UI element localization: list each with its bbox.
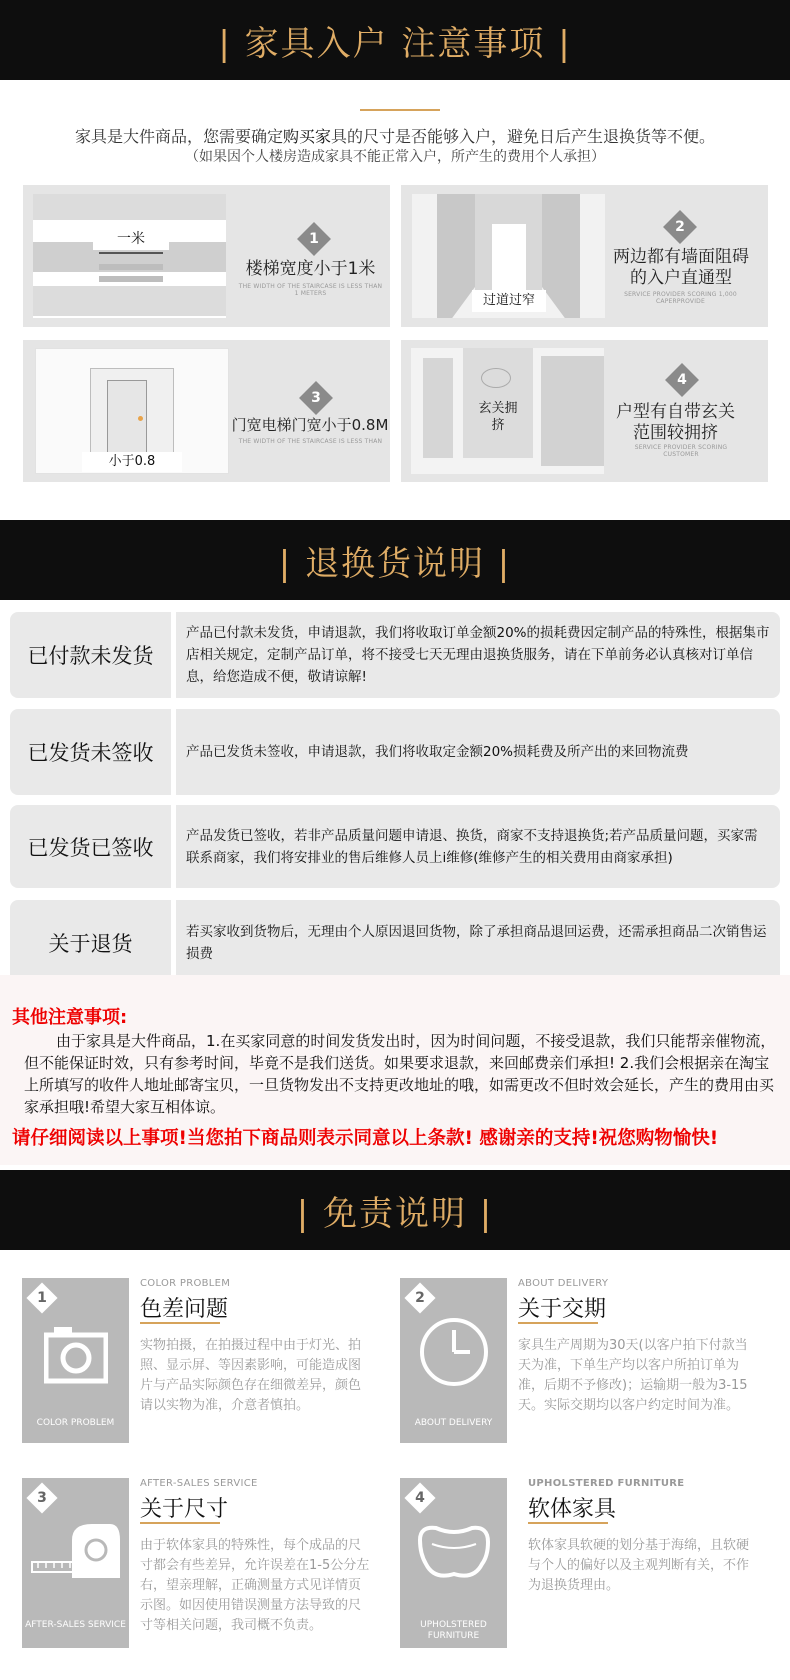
return-row-label: 关于退货 — [10, 900, 171, 985]
title-underline — [140, 1522, 220, 1524]
tape-measure-icon — [28, 1518, 124, 1588]
badge-number: 2 — [415, 1290, 425, 1306]
return-row-text: 若买家收到货物后，无理由个人原因退回货物，除了承担商品退回运费，还需承担商品二次销售运损费 — [176, 900, 780, 985]
disclaimer-item — [400, 1478, 770, 1648]
number-badge — [297, 222, 331, 256]
intro-part: 家具是大件商品，您需要确定 — [74, 127, 283, 146]
clock-icon — [418, 1316, 490, 1388]
disclaimer-icon-box — [22, 1478, 129, 1648]
warning-text: 请仔细阅读以上事项!当您拍下商品则表示同意以上条款! 感谢亲的支持!祝您购物愉快! — [12, 1128, 719, 1149]
number-badge — [299, 381, 333, 415]
section-header-returns — [0, 520, 790, 600]
disclaimer-title: 关于尺寸 — [140, 1497, 229, 1522]
return-row — [10, 709, 780, 795]
intro-highlight: 购买家 — [282, 127, 331, 146]
number-badge — [404, 1282, 435, 1313]
title-underline — [140, 1322, 220, 1324]
return-row-label: 已发货未签收 — [10, 709, 171, 795]
card-subtitle: SERVICE PROVIDER SCORING CUSTOMER — [634, 444, 728, 458]
title-underline — [518, 1322, 598, 1324]
disclaimer-text: 家具生产周期为30天(以客户拍下付款当天为准，下单生产均以客户所拍订单为准，后期不予修改)；运输期一般为3-15天。实际交期均以客户约定时间为准。 — [518, 1338, 748, 1413]
delivery-card — [23, 340, 390, 482]
disclaimer-en-title: ABOUT DELIVERY — [518, 1278, 609, 1289]
disclaimer-title: 软体家具 — [528, 1497, 617, 1522]
card-title: 户型有自带玄关范围较拥挤 — [616, 402, 735, 443]
door-illustration — [35, 348, 229, 474]
return-row-text: 产品已发货未签收，申请退款，我们将收取定金额20%损耗费及所产出的来回物流费 — [176, 709, 780, 795]
disclaimer-icon-box — [22, 1278, 129, 1443]
return-row-label: 已付款未发货 — [10, 612, 171, 698]
disclaimer-en-title: UPHOLSTERED FURNITURE — [528, 1478, 685, 1489]
box-caption: AFTER-SALES SERVICE — [25, 1620, 126, 1630]
badge-number: 3 — [311, 390, 321, 406]
title-underline — [528, 1522, 608, 1524]
return-row-text: 产品已付款未发货，申请退款，我们将收取订单金额20%的损耗费因定制产品的特殊性，根据集市店相关规定，定制产品订单，将不接受七天无理由退换货服务，请在下单前务必认真核对订单信息，给您造成不便，敬请谅解! — [176, 612, 780, 698]
box-caption: ABOUT DELIVERY — [414, 1418, 493, 1428]
corridor-label: 过道过窄 — [472, 290, 546, 312]
door-width-label: 小于0.8 — [82, 452, 182, 472]
box-caption: UPHOLSTERED FURNITURE — [420, 1620, 487, 1641]
card-title: 楼梯宽度小于1米 — [245, 259, 376, 279]
other-notes-body: 由于家具是大件商品，1.在买家同意的时间发货发出时，因为时间问题，不接受退款，我们只能帮亲催物流，但不能保证时效，只有参考时间，毕竟不是我们送货。如果要求退款，来回邮费亲们承担! 2.我们会根据亲在淘宝上所填写的收件人地址邮寄宝贝，一旦货物发出不支持更改地址的哦，如需更改不但时效会延长，产生的费用由买家承担哦!希望大家互相体谅。 — [24, 1032, 776, 1116]
corridor-illustration — [412, 194, 605, 318]
stair-illustration — [33, 194, 226, 318]
divider — [360, 109, 440, 111]
disclaimer-item — [22, 1478, 382, 1648]
delivery-card — [23, 185, 390, 327]
disclaimer-en-title: COLOR PROBLEM — [140, 1278, 231, 1289]
section-title: | 家具入户 注意事项 | — [218, 23, 572, 64]
card-subtitle: THE WIDTH OF THE STAIRCASE IS LESS THAN — [238, 438, 383, 445]
badge-number: 1 — [309, 231, 319, 247]
disclaimer-text: 由于软体家具的特殊性，每个成品的尺寸都会有些差异，允许误差在1-5公分左右，望亲理解，正确测量方式见详情页示图。如因使用错误测量方法导致的尺寸等相关问题，我司概不负责。 — [140, 1538, 370, 1633]
return-row-text: 产品发货已签收，若非产品质量问题申请退、换货，商家不支持退换货;若产品质量问题，买家需联系商家，我们将安排业的售后维修人员上i维修(维修产生的相关费用由商家承担) — [176, 805, 780, 888]
disclaimer-icon-box — [400, 1478, 507, 1648]
number-badge — [665, 363, 699, 397]
disclaimer-text: 软体家具软硬的划分基于海绵，且软硬与个人的偏好以及主观判断有关，不作为退换货理由。 — [528, 1538, 750, 1593]
camera-icon — [44, 1323, 108, 1387]
return-row — [10, 805, 780, 888]
number-badge — [26, 1282, 57, 1313]
intro-part: 具的尺寸是否能够入户，避免日后产生退换货等不便。 — [331, 127, 716, 146]
stair-width-label: 一米 — [93, 228, 169, 250]
section-header-disclaimer — [0, 1170, 790, 1250]
disclaimer-en-title: AFTER-SALES SERVICE — [140, 1478, 258, 1489]
disclaimer-title: 色差问题 — [140, 1297, 229, 1322]
card-title: 两边都有墙面阻碍的入户直通型 — [613, 247, 749, 288]
disclaimer-title: 关于交期 — [518, 1297, 607, 1322]
disclaimer-text: 实物拍摄，在拍摄过程中由于灯光、拍照、显示屏、等因素影响，可能造成图片与产品实际颜色存在细微差异，颜色请以实物为准，介意者慎拍。 — [140, 1338, 362, 1413]
card-title: 门宽电梯门宽小于0.8M — [231, 416, 389, 434]
delivery-card — [401, 340, 768, 482]
intro-text — [0, 124, 790, 147]
other-notes-title: 其他注意事项: — [12, 1007, 128, 1028]
number-badge — [663, 210, 697, 244]
disclaimer-icon-box — [400, 1278, 507, 1443]
badge-number: 4 — [677, 372, 687, 388]
section-header-delivery — [0, 0, 790, 80]
badge-number: 4 — [415, 1490, 425, 1506]
badge-number: 2 — [675, 219, 685, 235]
delivery-card — [401, 185, 768, 327]
badge-number: 3 — [37, 1490, 47, 1506]
section-title: | 免责说明 | — [296, 1193, 494, 1234]
number-badge — [26, 1482, 57, 1513]
badge-number: 1 — [37, 1290, 47, 1306]
return-row-label: 已发货已签收 — [10, 805, 171, 888]
return-row — [10, 612, 780, 698]
disclaimer-item — [400, 1278, 770, 1443]
cushion-icon — [412, 1522, 496, 1586]
box-caption: COLOR PROBLEM — [36, 1418, 115, 1428]
card-subtitle: THE WIDTH OF THE STAIRCASE IS LESS THAN 1 METERS — [238, 283, 383, 297]
foyer-label: 玄关拥挤 — [478, 401, 518, 433]
return-row — [10, 900, 780, 985]
intro-subtext: （如果因个人楼房造成家具不能正常入户，所产生的费用个人承担） — [185, 149, 605, 165]
section-title: | 退换货说明 | — [278, 543, 512, 584]
foyer-illustration — [411, 348, 604, 474]
disclaimer-item — [22, 1278, 382, 1443]
number-badge — [404, 1482, 435, 1513]
card-subtitle: SERVICE PROVIDER SCORING 1,000 CAPERPROVIDE — [624, 291, 737, 305]
